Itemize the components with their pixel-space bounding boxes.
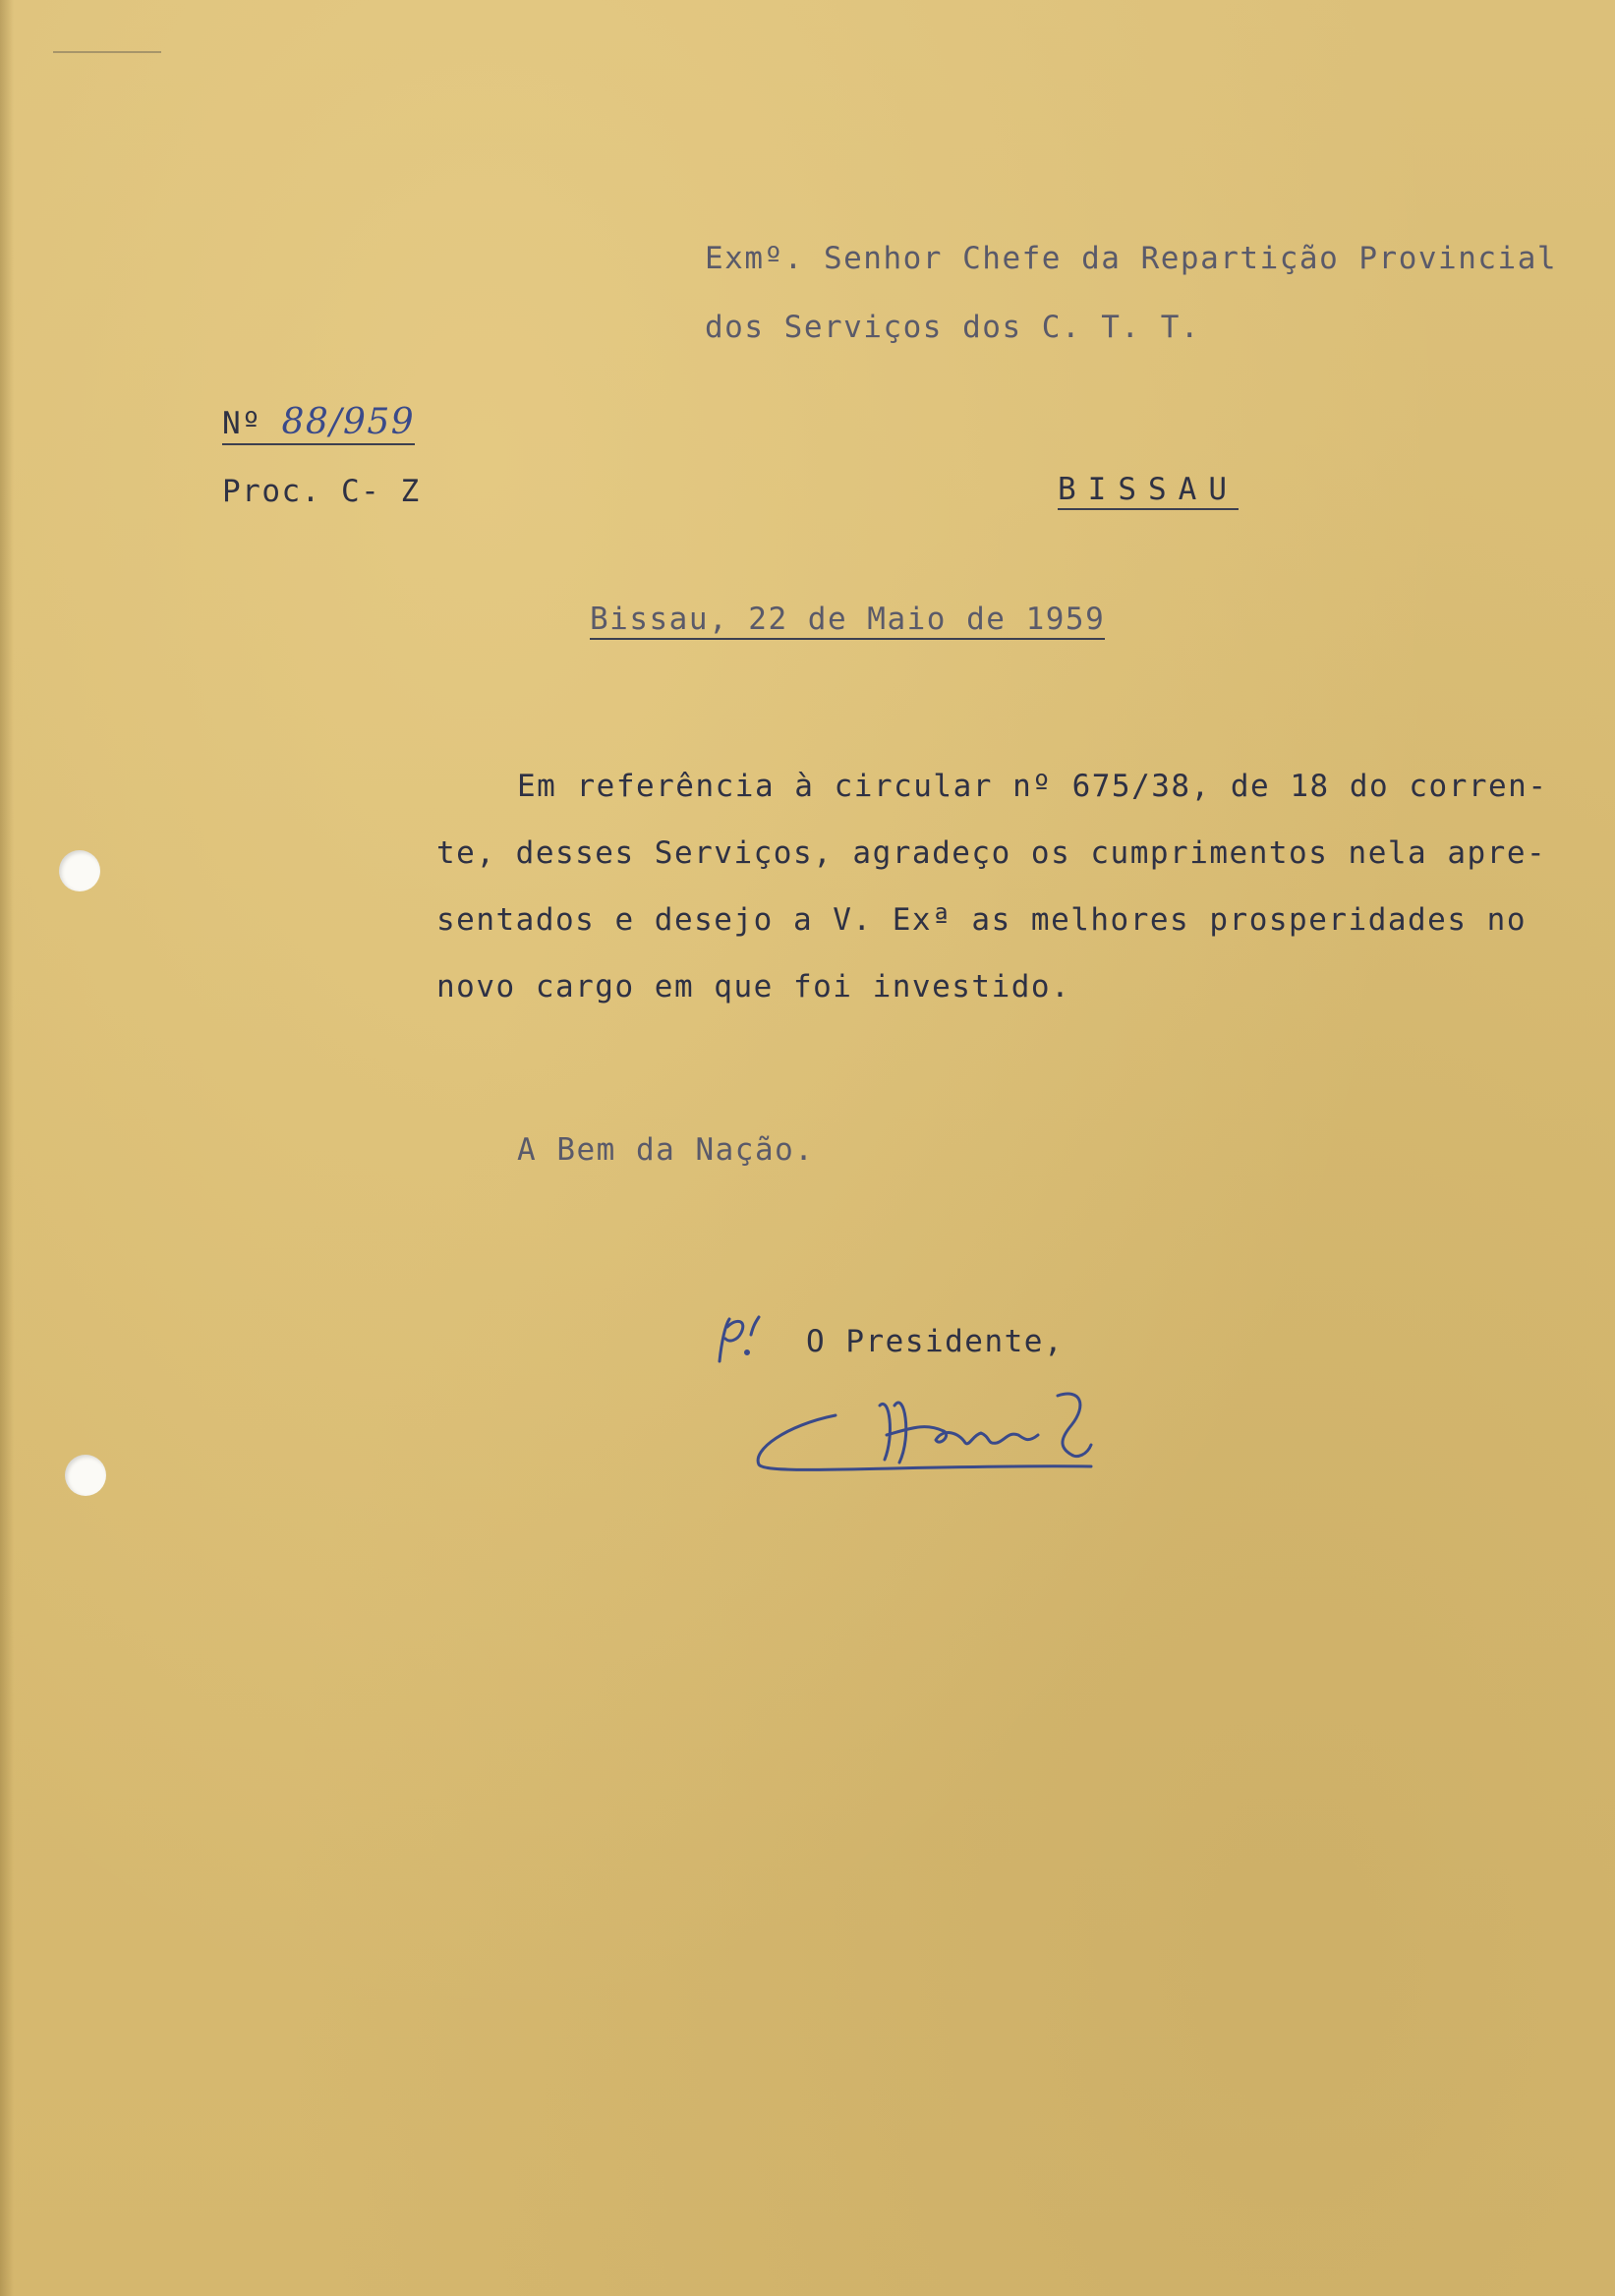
signer-title: O Presidente, — [806, 1324, 1065, 1359]
handwritten-number: 88 — [281, 402, 330, 442]
letter-date: Bissau, 22 de Maio de 1959 — [590, 604, 1105, 640]
page-edge-shadow — [0, 0, 14, 2296]
number-year: /959 — [329, 402, 416, 442]
body-line-1: Em referência à circular nº 675/38, de 18 do corren- — [517, 769, 1548, 804]
reference-number — [222, 402, 416, 445]
closing-salutation: A Bem da Nação. — [517, 1132, 815, 1168]
punch-hole-bottom — [65, 1455, 106, 1496]
recipient-line-2: dos Serviços dos C. T. T. — [705, 310, 1201, 345]
number-prefix: Nº — [222, 406, 262, 441]
recipient-line-1: Exmº. Senhor Chefe da Repartição Provincial — [705, 241, 1558, 276]
handwritten-signature — [708, 1297, 1140, 1484]
margin-mark — [53, 51, 161, 53]
destination: BISSAU — [1058, 475, 1239, 510]
process-code: Proc. C- Z — [222, 474, 421, 509]
body-line-4: novo cargo em que foi investido. — [436, 969, 1071, 1004]
punch-hole-top — [59, 850, 100, 891]
body-line-3: sentados e desejo a V. Exª as melhores prosperidades no — [436, 902, 1527, 938]
body-line-2: te, desses Serviços, agradeço os cumprimentos nela apre- — [436, 835, 1547, 871]
